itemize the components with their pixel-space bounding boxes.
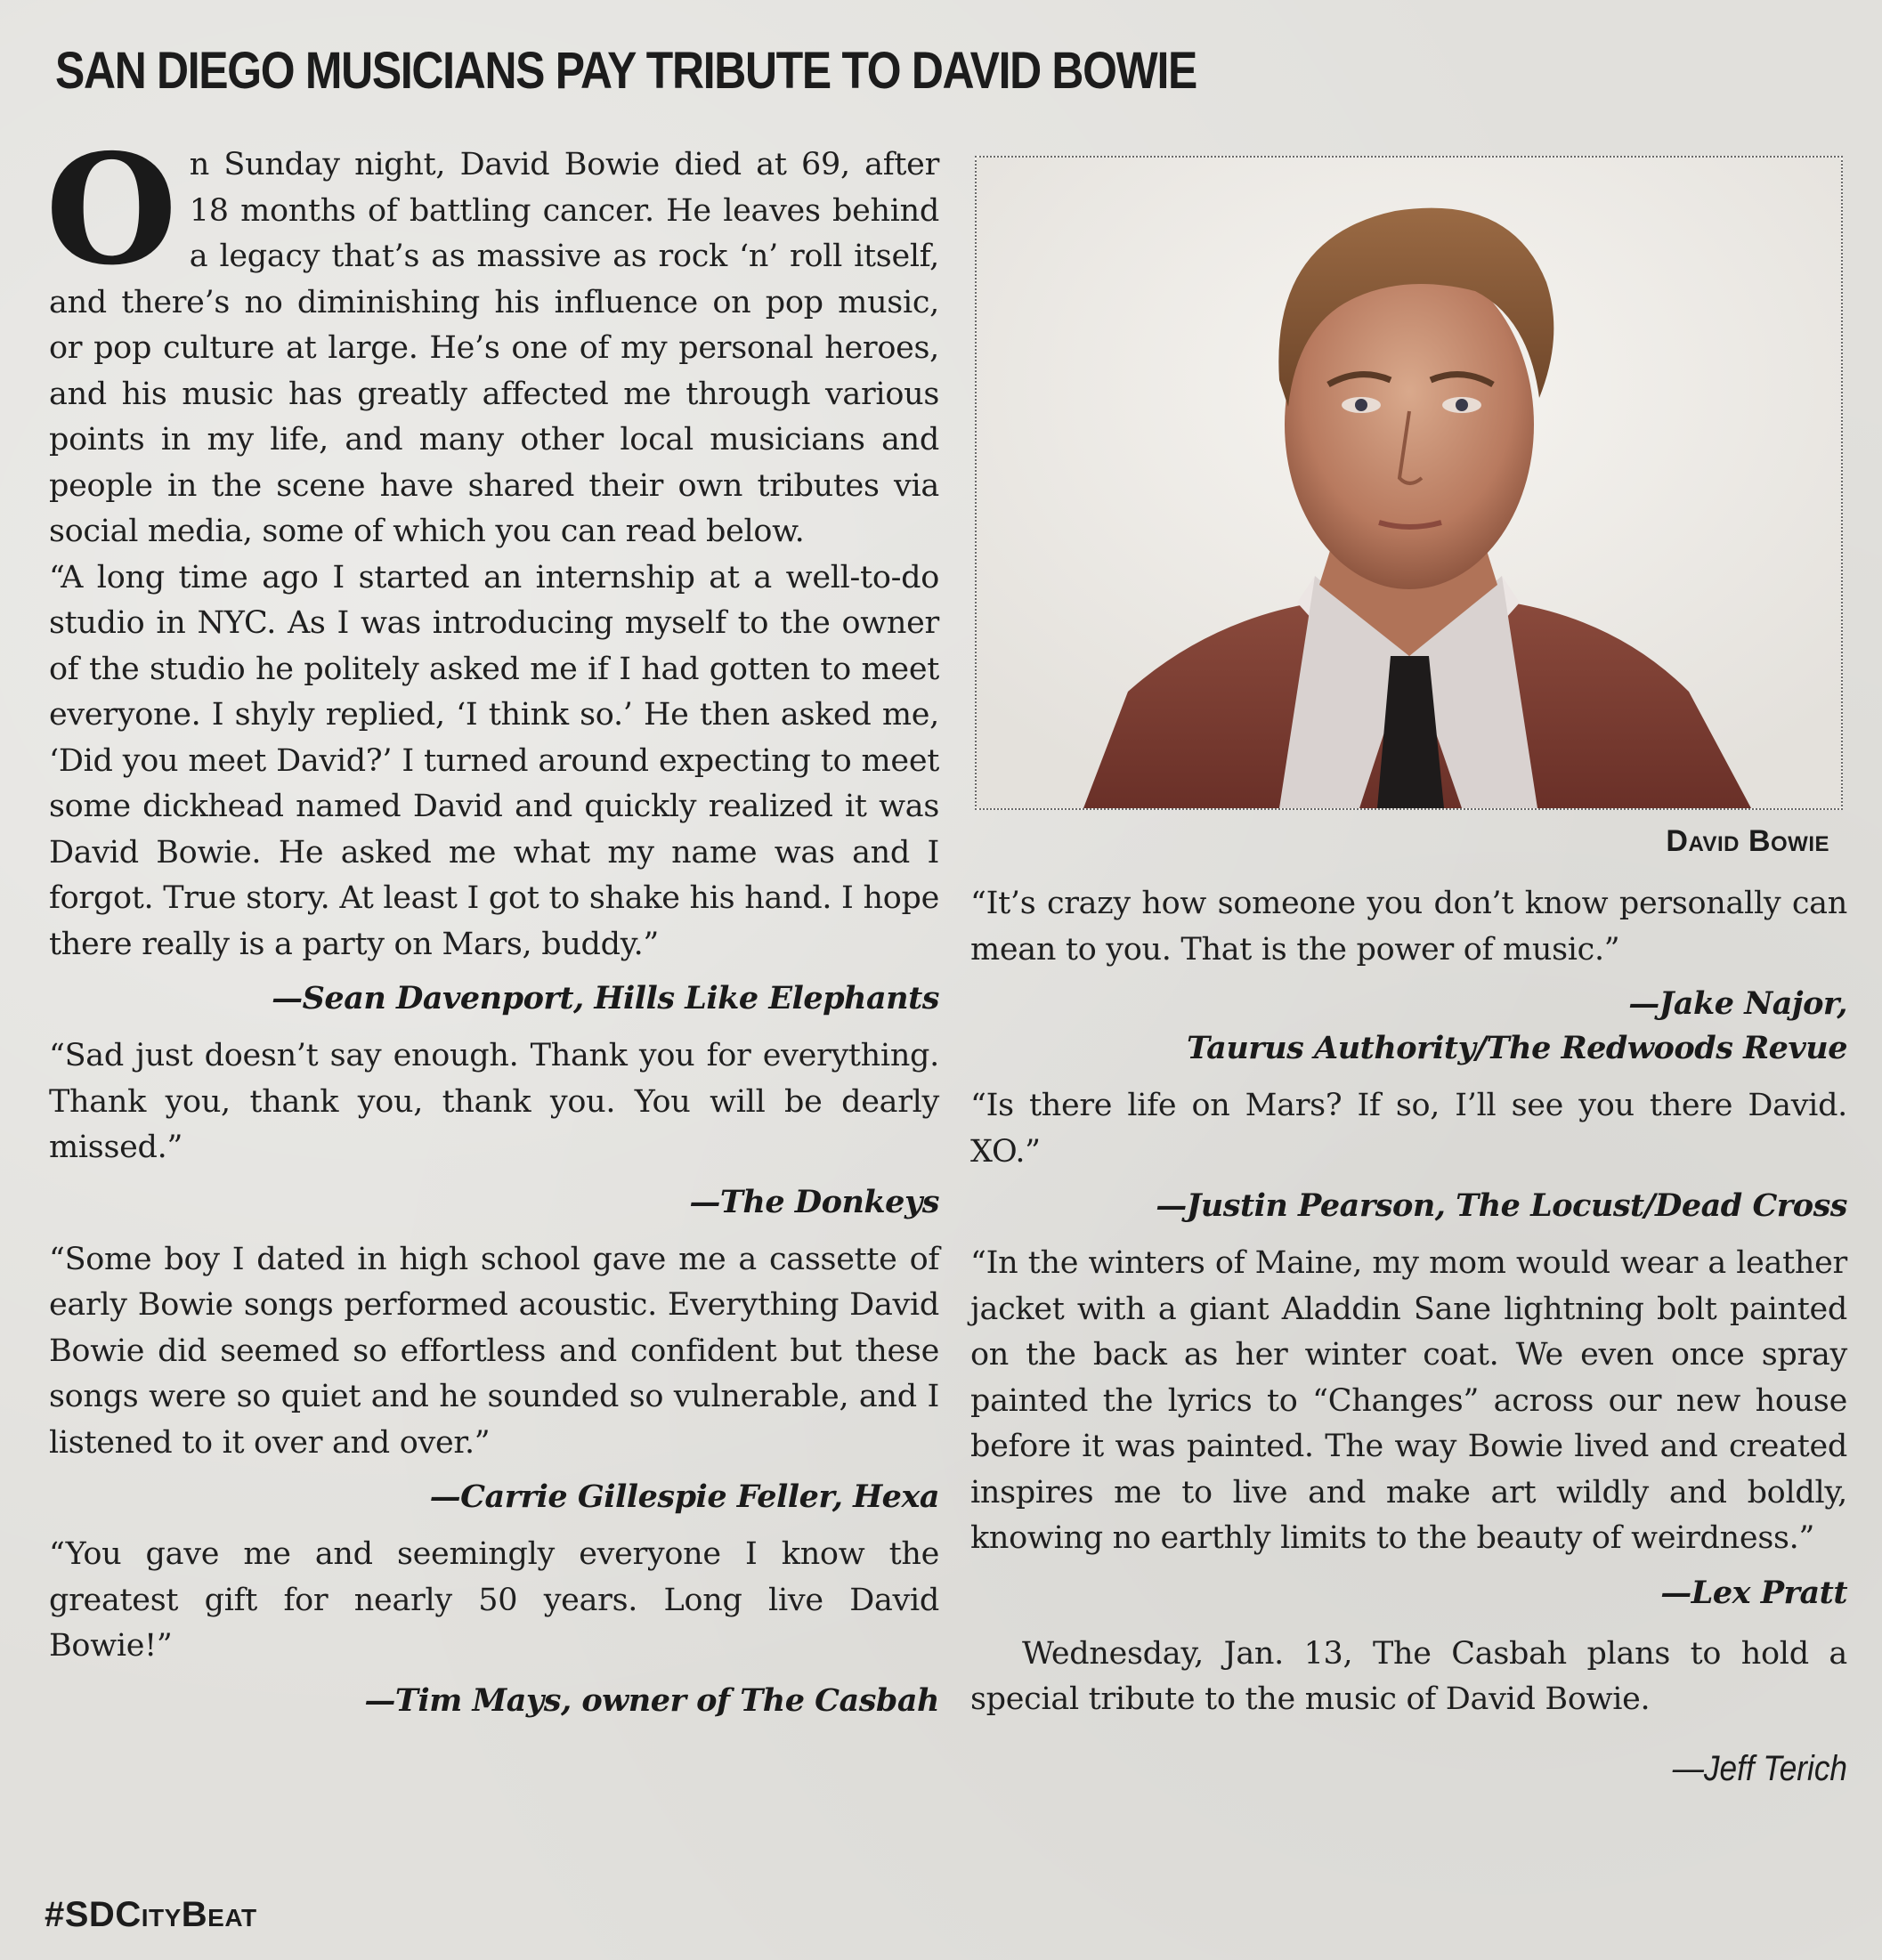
left-column bbox=[45, 121, 939, 1736]
photo-caption: David Bowie bbox=[1666, 824, 1829, 858]
headline: SAN DIEGO MUSICIANS PAY TRIBUTE TO DAVID BOWIE bbox=[55, 42, 1197, 100]
attribution-najor-band: Taurus Authority/The Redwoods Revue bbox=[1186, 1030, 1847, 1066]
hashtag: #SDCityBeat bbox=[45, 1895, 257, 1934]
portrait-photo bbox=[975, 156, 1843, 810]
intro-paragraph bbox=[45, 121, 939, 555]
quote-pearson: “Is there life on Mars? If so, I’ll see you there David. XO.” bbox=[970, 1088, 1847, 1170]
quote-davenport: “A long time ago I started an internship at a well-to-do studio in NYC. As I was introducing myself to the owner of the studio he politely asked me if I had gotten to meet everyone. I shyly replied, ‘I think so.’ He then asked me, ‘Did you meet David?’ I turned around expecting to meet some dickhead named David and quickly realized it was David Bowie. He asked me what my name was and I forgot. True story. At least I got to shake his hand. I hope there really is a party on Mars, buddy.” bbox=[49, 559, 939, 962]
drop-cap: O bbox=[45, 121, 177, 299]
attribution-davenport: —Sean Davenport, Hills Like Elephants bbox=[272, 980, 939, 1016]
attribution-mays: —Tim Mays, owner of The Casbah bbox=[364, 1681, 939, 1719]
attribution-najor-name: —Jake Najor, bbox=[1628, 985, 1847, 1022]
quote-pratt: “In the winters of Maine, my mom would wear a leather jacket with a giant Aladdin Sane lightning bolt painted on the back as her winter coat. We even once spray painted the lyrics to “Changes” across our new house before it was painted. The way Bowie lived and created inspires me to live and make art wildly and boldly, knowing no earthly limits to the beauty of weirdness.” bbox=[970, 1245, 1847, 1556]
attribution-feller: —Carrie Gillespie Feller, Hexa bbox=[429, 1478, 939, 1515]
intro-text: n Sunday night, David Bowie died at 69, after 18 months of battling cancer. He leaves behind a legacy that’s as massive as rock ‘n’ roll itself, and there’s no diminishing his influence on pop music, or pop culture at large. He’s one of my personal heroes, and his music has greatly affected me through various points in my life, and many other local musicians and people in the scene have shared their own tributes via social media, some of which you can read below. bbox=[49, 147, 939, 549]
attribution-pearson: —Justin Pearson, The Locust/Dead Cross bbox=[1156, 1187, 1847, 1224]
attribution-najor bbox=[970, 982, 1847, 1071]
quote-najor: “It’s crazy how someone you don’t know personally can mean to you. That is the power of music.” bbox=[970, 886, 1847, 968]
byline: —Jeff Terich bbox=[1672, 1748, 1847, 1788]
quote-mays: “You gave me and seemingly everyone I know the greatest gift for nearly 50 years. Long live David Bowie!” bbox=[49, 1536, 939, 1664]
closing-paragraph: Wednesday, Jan. 13, The Casbah plans to hold a special tribute to the music of David Bowie. bbox=[970, 1635, 1847, 1717]
quote-donkeys: “Sad just doesn’t say enough. Thank you for everything. Thank you, thank you, thank you. You will be dearly missed.” bbox=[49, 1038, 939, 1165]
attribution-donkeys: —The Donkeys bbox=[689, 1183, 939, 1220]
portrait-photo-icon bbox=[977, 158, 1841, 808]
right-column bbox=[970, 881, 1847, 1795]
attribution-pratt: —Lex Pratt bbox=[1660, 1574, 1847, 1611]
quote-feller: “Some boy I dated in high school gave me a cassette of early Bowie songs performed acoustic. Everything David Bowie did seemed so effortless and confident but these songs were so quiet and he sounded so vulnerable, and I listened to it over and over.” bbox=[49, 1241, 939, 1461]
